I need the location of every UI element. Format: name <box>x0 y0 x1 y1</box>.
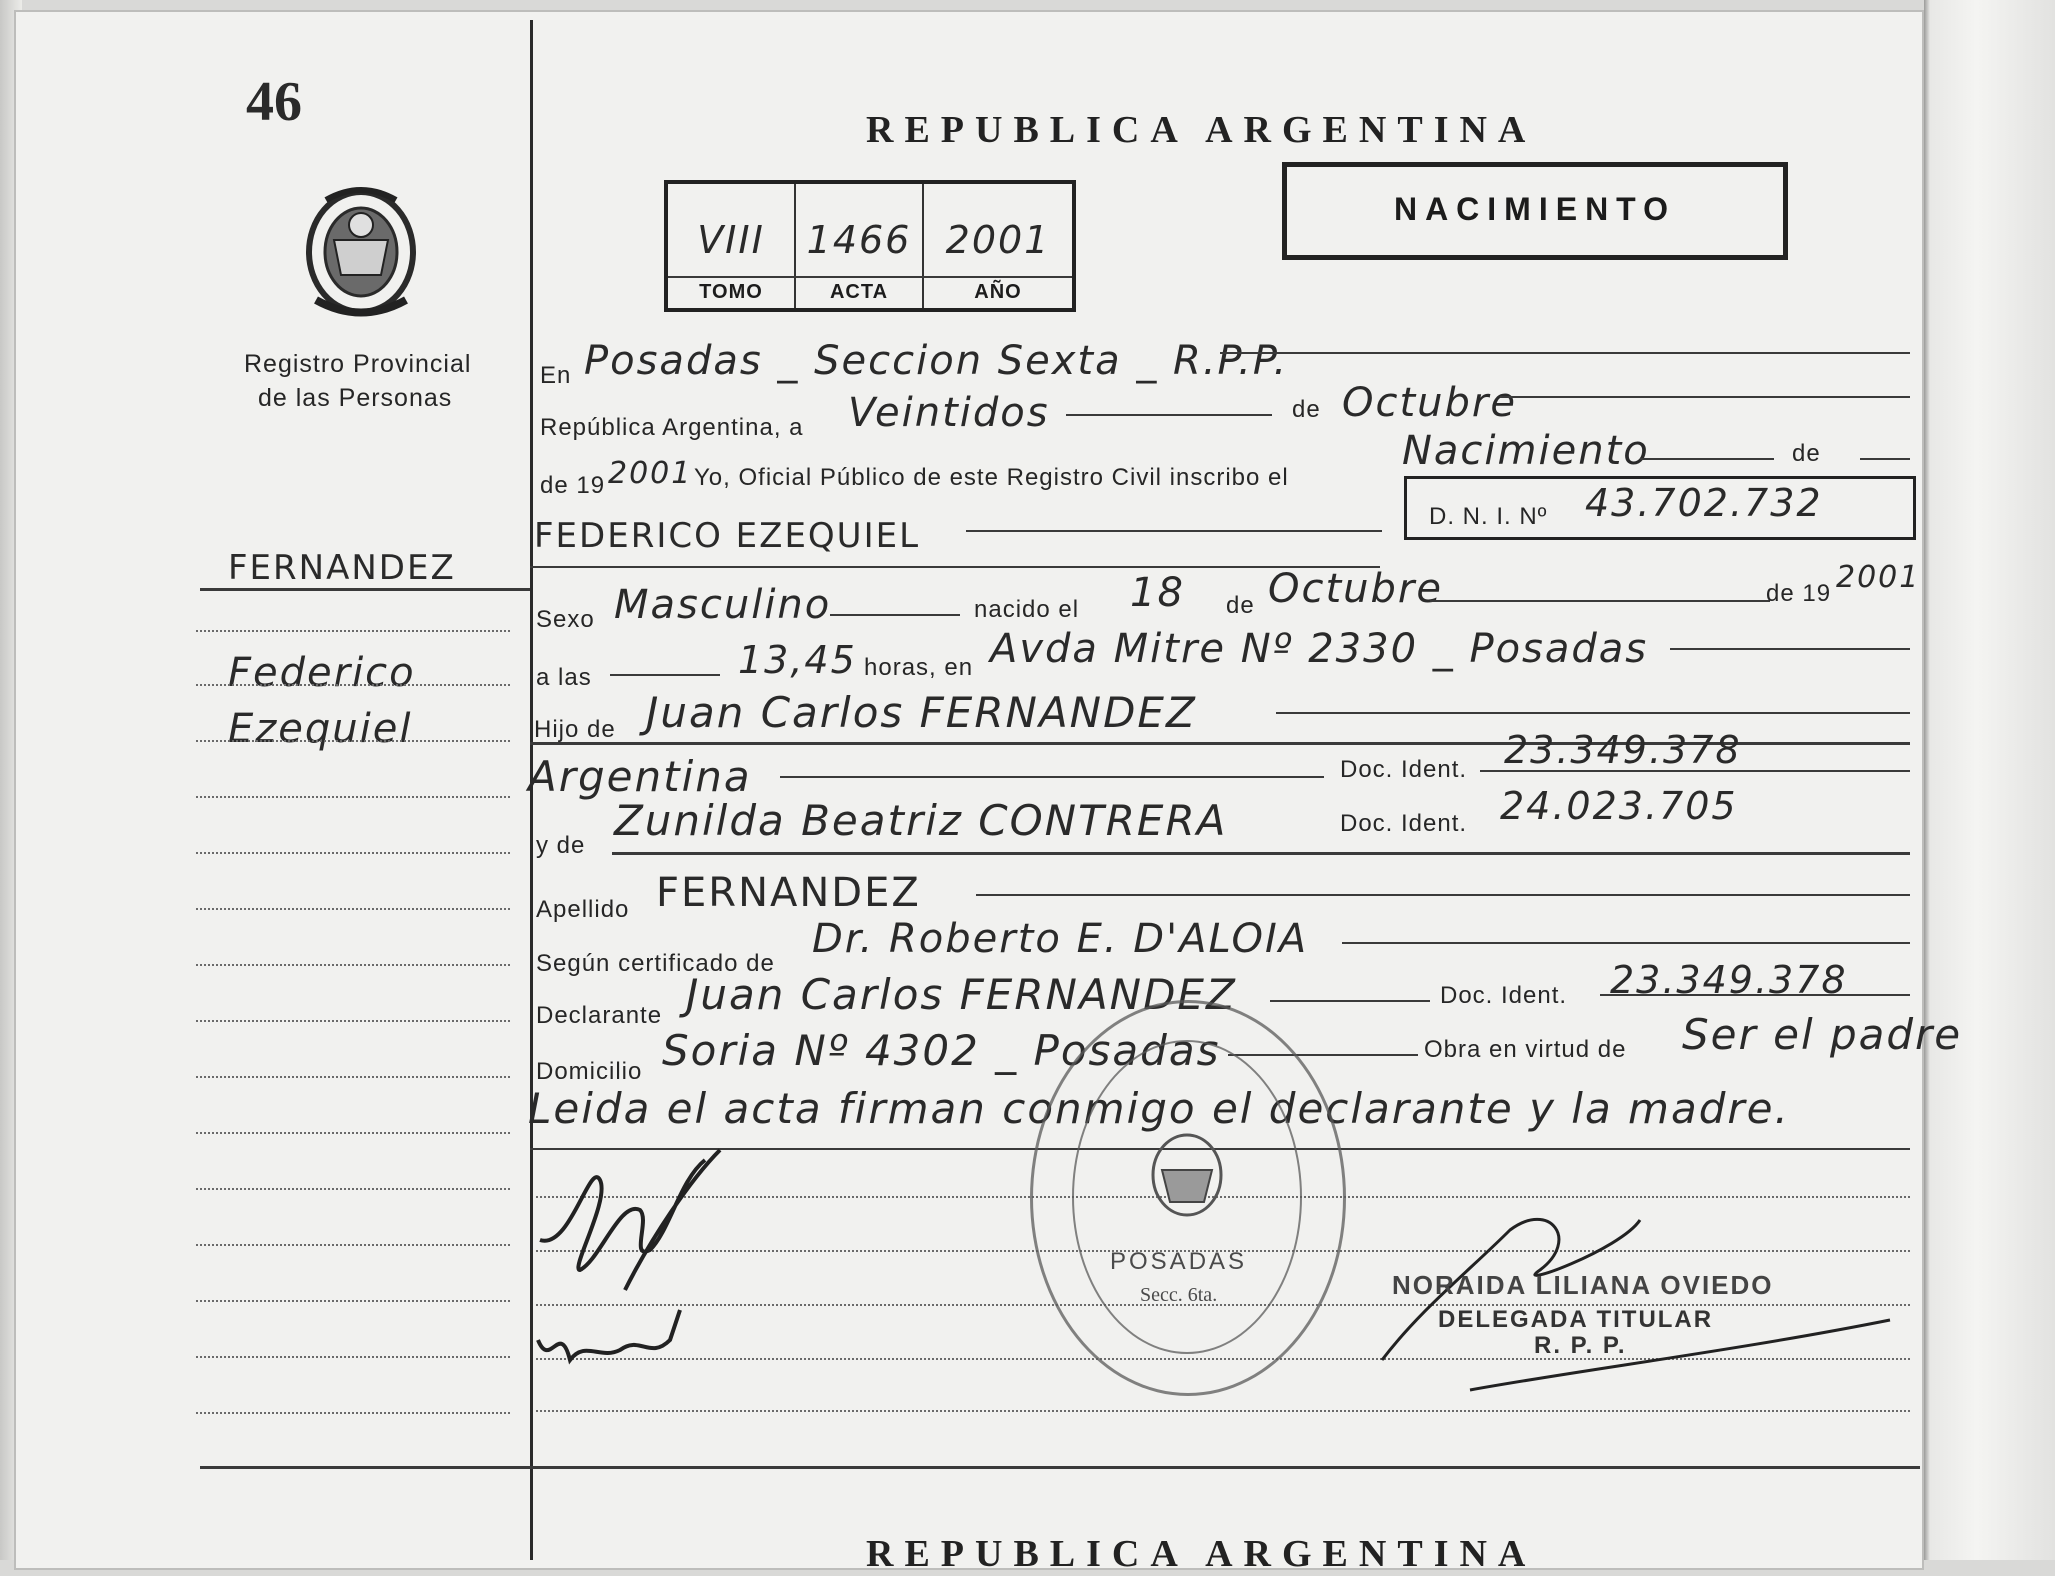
signature-rule <box>536 1410 1910 1412</box>
child-full-name: FEDERICO EZEQUIEL <box>534 516 921 556</box>
record-type: NACIMIENTO <box>1393 191 1677 227</box>
page-bottom-rule <box>200 1466 1920 1469</box>
stamp-section: Secc. 6ta. <box>1140 1284 1218 1306</box>
margin-rule <box>196 964 510 966</box>
place-value: Posadas _ Seccion Sexta _ R.P.P. <box>584 338 1289 384</box>
next-record-title: REPUBLICA ARGENTINA <box>866 1533 1537 1575</box>
birth-place-line <box>1670 648 1910 650</box>
margin-rule <box>196 1300 510 1302</box>
official-name-stamp: NORAIDA LILIANA OVIEDO <box>1392 1270 1774 1300</box>
anio-cell <box>924 184 1072 308</box>
doctor-line <box>1342 942 1910 944</box>
acta-label: ACTA <box>829 281 889 303</box>
tomo-cell <box>668 184 796 308</box>
dni-box <box>1404 476 1916 540</box>
father-doc-line <box>1480 770 1910 772</box>
time-line <box>610 674 720 676</box>
declarante-doc-label: Doc. Ident. <box>1440 982 1568 1009</box>
margin-rule <box>196 796 510 798</box>
country-title: REPUBLICA ARGENTINA <box>866 109 1537 151</box>
day-words: Veintidos <box>848 390 1050 436</box>
place-line <box>1220 352 1910 354</box>
declarante-doc: 23.349.378 <box>1610 958 1848 1002</box>
reference-divider <box>668 276 1072 278</box>
declarante-label: Declarante <box>536 1002 663 1029</box>
registry-name-line1: Registro Provincial <box>244 350 472 378</box>
stamp-seal-icon <box>1142 1130 1232 1220</box>
margin-surname: FERNANDEZ <box>228 548 456 588</box>
nacido-label: nacido el <box>974 596 1080 623</box>
day-line <box>1066 414 1272 416</box>
father-name: Juan Carlos FERNANDEZ <box>646 688 1197 737</box>
de19-label: de 19 <box>540 472 606 499</box>
month-line <box>1500 396 1910 398</box>
yo-label: Yo, Oficial Público de este Registro Civil inscribo el <box>694 464 1289 491</box>
obra-label: Obra en virtud de <box>1424 1036 1627 1063</box>
dni-label: D. N. I. Nº <box>1429 503 1548 530</box>
stamp-city: POSADAS <box>1110 1248 1248 1275</box>
acta-cell <box>796 184 924 308</box>
apellido-line <box>976 894 1910 896</box>
margin-rule <box>196 630 510 632</box>
sexo-line <box>830 614 960 616</box>
act-line <box>1640 458 1774 460</box>
margin-rule <box>196 1132 510 1134</box>
reference-table <box>664 180 1076 312</box>
republica-label: República Argentina, a <box>540 414 804 441</box>
page-number: 46 <box>246 71 302 133</box>
father-doc-label: Doc. Ident. <box>1340 756 1468 783</box>
acta-value: 1466 <box>806 218 912 262</box>
birth-time: 13,45 <box>738 638 857 682</box>
father-line <box>1276 712 1910 714</box>
dni-value: 43.702.732 <box>1585 481 1823 525</box>
tomo-value: VIII <box>697 218 765 262</box>
mother-name: Zunilda Beatriz CONTRERA <box>614 796 1228 845</box>
record-type-box <box>1282 162 1788 260</box>
misiones-seal-icon <box>296 180 426 330</box>
domicilio-value: Soria Nº 4302 _ Posadas <box>662 1026 1221 1075</box>
de-label-2: de <box>1792 440 1821 467</box>
declarant-signature-icon <box>530 1140 800 1390</box>
en-label: En <box>540 362 572 389</box>
anio-value: 2001 <box>945 218 1051 262</box>
margin-rule <box>196 908 510 910</box>
de-label-3: de <box>1226 592 1255 619</box>
margin-rule <box>196 1188 510 1190</box>
birth-month-line <box>1430 600 1770 602</box>
de19-label-2: de 19 <box>1766 580 1832 607</box>
birth-day: 18 <box>1130 570 1185 616</box>
hijo-label: Hijo de <box>534 716 616 743</box>
domicilio-label: Domicilio <box>536 1058 643 1085</box>
official-org-stamp: R. P. P. <box>1534 1332 1627 1359</box>
mother-doc-label: Doc. Ident. <box>1340 810 1468 837</box>
closing-statement: Leida el acta firman conmigo el declarante y la madre. <box>528 1084 1790 1133</box>
sexo-label: Sexo <box>536 606 595 633</box>
declarante-doc-line <box>1600 994 1910 996</box>
month-value: Octubre <box>1342 380 1517 426</box>
margin-rule <box>196 1412 510 1414</box>
margin-rule <box>196 1244 510 1246</box>
act-line-end <box>1860 458 1910 460</box>
y-de-label: y de <box>536 832 586 859</box>
birth-place: Avda Mitre Nº 2330 _ Posadas <box>990 626 1649 672</box>
segun-label: Según certificado de <box>536 950 775 977</box>
declarante-line <box>1270 1000 1430 1002</box>
margin-first-name: Federico <box>228 650 416 696</box>
apellido-label: Apellido <box>536 896 630 923</box>
tomo-label: TOMO <box>699 281 763 303</box>
margin-second-name: Ezequiel <box>228 706 413 752</box>
official-title-stamp: DELEGADA TITULAR <box>1438 1306 1714 1333</box>
registry-name-line2: de las Personas <box>258 384 453 412</box>
doctor-value: Dr. Roberto E. D'ALOIA <box>812 916 1309 962</box>
a-las-label: a las <box>536 664 592 691</box>
anio-label: AÑO <box>974 281 1022 303</box>
obra-value: Ser el padre <box>1682 1010 1963 1059</box>
margin-rule <box>196 852 510 854</box>
margin-rule <box>196 1356 510 1358</box>
de-label: de <box>1292 396 1321 423</box>
margin-rule <box>196 684 510 686</box>
declarante-value: Juan Carlos FERNANDEZ <box>686 970 1237 1019</box>
margin-rule <box>196 740 510 742</box>
nationality-line <box>780 776 1324 778</box>
name-underline <box>530 566 1380 568</box>
margin-rule <box>196 1020 510 1022</box>
father-nationality: Argentina <box>528 752 752 801</box>
father-doc: 23.349.378 <box>1504 728 1742 772</box>
birth-month: Octubre <box>1268 566 1443 612</box>
apellido-value: FERNANDEZ <box>656 870 921 916</box>
margin-surname-line <box>200 588 530 591</box>
margin-rule <box>196 1076 510 1078</box>
sexo-value: Masculino <box>614 582 832 628</box>
birth-year: 2001 <box>1836 560 1921 595</box>
mother-underline <box>612 852 1910 855</box>
horas-label: horas, en <box>864 654 974 681</box>
name-line <box>966 530 1382 532</box>
year-value: 2001 <box>608 456 693 491</box>
page-edge-right <box>1924 0 2055 1560</box>
mother-doc: 24.023.705 <box>1500 784 1738 828</box>
act-value: Nacimiento <box>1402 428 1650 474</box>
